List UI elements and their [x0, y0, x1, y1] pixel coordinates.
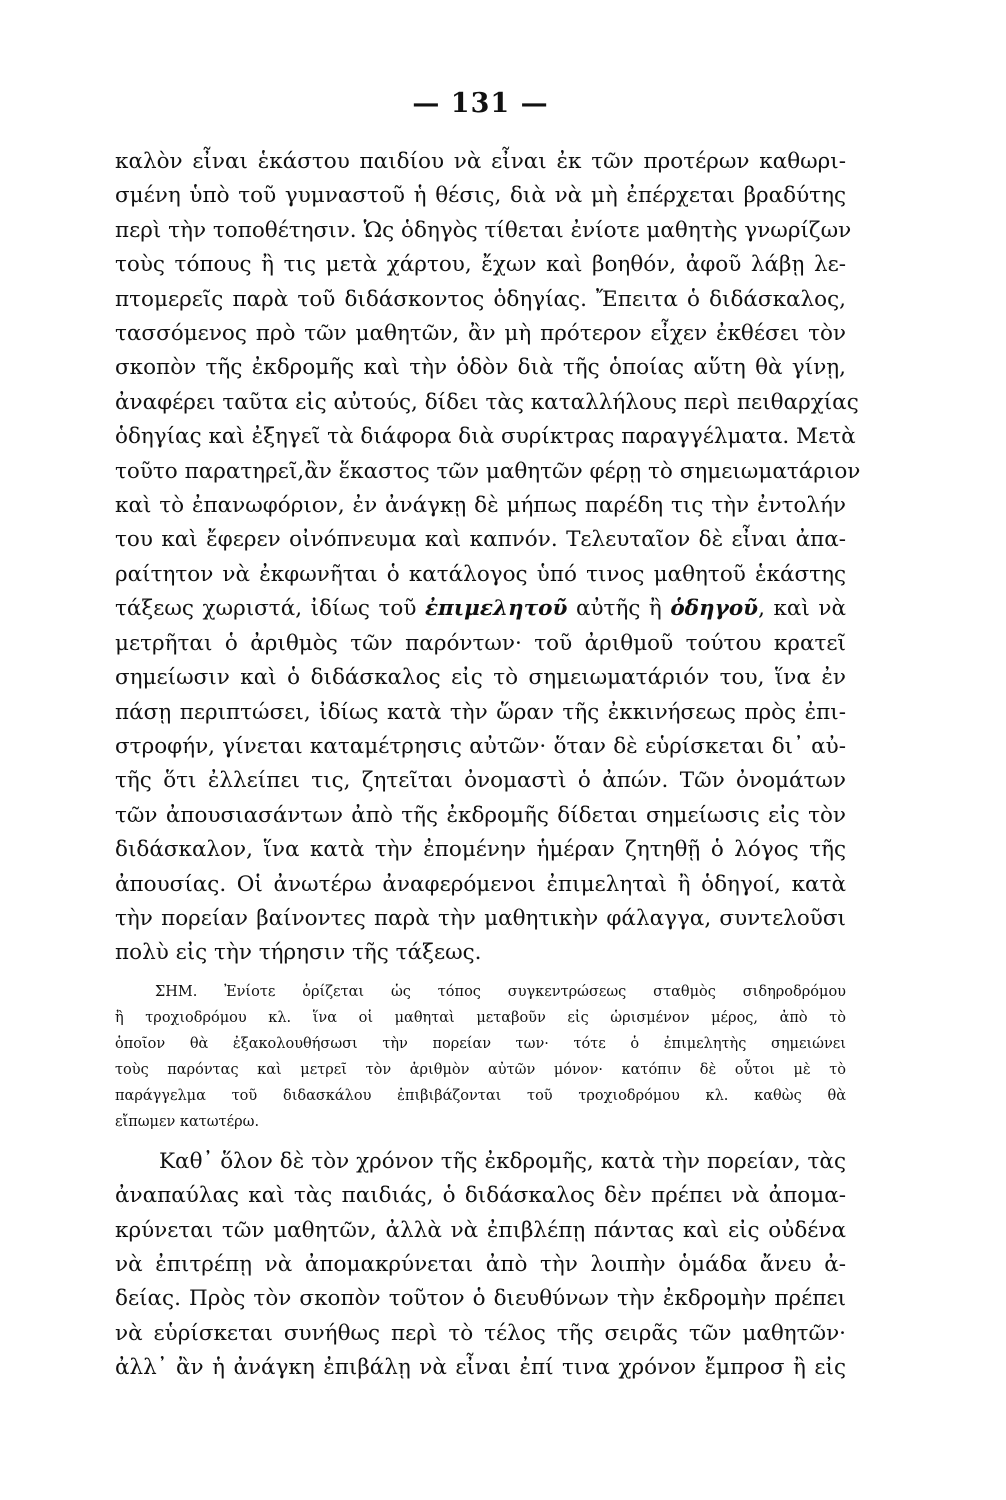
text-line: του καὶ ἔφερεν οἰνόπνευμα καὶ καπνόν. Τελευταῖον δὲ εἶναι ἀπα-	[115, 527, 846, 553]
text-line: τῆς ὅτι ἐλλείπει τις, ζητεῖται ὀνομαστὶ ὁ ἀπών. Τῶν ὀνομάτων	[115, 768, 846, 794]
text-line: τοῦτο παρατηρεῖ,ἂν ἕκαστος τῶν μαθητῶν φέρῃ τὸ σημειωματάριον	[115, 458, 861, 484]
text-line: Καθ᾽ ὅλον δὲ τὸν χρόνον τῆς ἐκδρομῆς, κατὰ τὴν πορείαν, τὰς	[159, 1148, 846, 1174]
text-line: πάσῃ περιπτώσει, ἰδίως κατὰ τὴν ὥραν τῆς ἐκκινήσεως πρὸς ἐπι-	[115, 699, 846, 725]
text-line: σκοπὸν τῆς ἐκδρομῆς καὶ τὴν ὁδὸν διὰ τῆς ὁποίας αὕτη θὰ γίνῃ,	[115, 355, 846, 381]
text-line: μετρῆται ὁ ἀριθμὸς τῶν παρόντων· τοῦ ἀριθμοῦ τούτου κρατεῖ	[115, 630, 846, 656]
text-line: νὰ εὑρίσκεται συνήθως περὶ τὸ τέλος τῆς σειρᾶς τῶν μαθητῶν·	[115, 1320, 846, 1346]
line-segment: τάξεως χωριστά, ἰδίως τοῦ	[115, 596, 425, 622]
text-line: κρύνεται τῶν μαθητῶν, ἀλλὰ νὰ ἐπιβλέπῃ πάντας καὶ εἰς οὐδένα	[115, 1217, 846, 1243]
note-line: ἢ τροχιοδρόμου κλ. ἵνα οἱ μαθηταὶ μεταβοῦν εἰς ὡρισμένον μέρος, ἀπὸ τὸ	[115, 1009, 846, 1026]
note-line: τοὺς παρόντας καὶ μετρεῖ τὸν ἀριθμὸν αὐτῶν μόνον· κατόπιν δὲ οὗτοι μὲ τὸ	[115, 1061, 846, 1078]
text-line: ἀπουσίας. Οἱ ἀνωτέρω ἀναφερόμενοι ἐπιμεληταὶ ἢ ὁδηγοί, κατὰ	[115, 871, 846, 897]
text-line: περὶ τὴν τοποθέτησιν. Ὡς ὁδηγὸς τίθεται ἐνίοτε μαθητὴς γνωρίζων	[115, 217, 852, 243]
text-line: τῶν ἀπουσιασάντων ἀπὸ τῆς ἐκδρομῆς δίδεται σημείωσις εἰς τὸν	[115, 802, 846, 828]
text-line: ραίτητον νὰ ἐκφωνῆται ὁ κατάλογος ὑπό τινος μαθητοῦ ἑκάστης	[115, 561, 846, 587]
text-line: στροφήν, γίνεται καταμέτρησις αὐτῶν· ὅταν δὲ εὑρίσκεται δι᾽ αὐ-	[115, 733, 846, 759]
text-line: καλὸν εἶναι ἑκάστου παιδίου νὰ εἶναι ἐκ τῶν προτέρων καθωρι-	[115, 149, 846, 174]
text-line: πτομερεῖς παρὰ τοῦ διδάσκοντος ὁδηγίας. Ἔπειτα ὁ διδάσκαλος,	[115, 286, 846, 312]
emphasis-term: ὁδηγοῦ	[670, 596, 759, 622]
note-line: ΣΗΜ. Ἐνίοτε ὁρίζεται ὡς τόπος συγκεντρώσεως σταθμὸς σιδηροδρόμου	[155, 983, 846, 1000]
text-line: σημείωσιν καὶ ὁ διδάσκαλος εἰς τὸ σημειωματάριόν του, ἵνα ἐν	[115, 665, 846, 691]
note-line: ὁποῖον θὰ ἐξακολουθήσωσι τὴν πορείαν των· τότε ὁ ἐπιμελητὴς σημειώνει	[115, 1035, 846, 1052]
line-segment: αὐτῆς ἢ	[567, 596, 671, 622]
paragraph-2	[115, 1145, 846, 1386]
note-line: εἴπωμεν κατωτέρω.	[115, 1113, 260, 1130]
text-line: καὶ τὸ ἐπανωφόριον, ἐν ἀνάγκῃ δὲ μήπως παρέδη τις τὴν ἐντολήν	[115, 493, 846, 519]
text-line: σμένη ὑπὸ τοῦ γυμναστοῦ ἡ θέσις, διὰ νὰ μὴ ἐπέρχεται βραδύτης	[115, 183, 846, 209]
text-line: διδάσκαλον, ἵνα κατὰ τὴν ἐπομένην ἡμέραν ζητηθῇ ὁ λόγος τῆς	[115, 837, 846, 863]
text-line	[115, 592, 846, 626]
line-segment: , καὶ νὰ	[758, 596, 846, 622]
emphasis-term: ἐπιμελητοῦ	[424, 596, 568, 622]
text-line: νὰ ἐπιτρέπῃ νὰ ἀπομακρύνεται ἀπὸ τὴν λοιπὴν ὁμάδα ἄνευ ἀ-	[115, 1251, 846, 1277]
text-line: ὁδηγίας καὶ ἐξηγεῖ τὰ διάφορα διὰ συρίκτρας παραγγέλματα. Μετὰ	[115, 424, 856, 450]
page-number: — 131 —	[412, 88, 549, 119]
text-line: τοὺς τόπους ἢ τις μετὰ χάρτου, ἔχων καὶ βοηθόν, ἀφοῦ λάβῃ λε-	[115, 252, 846, 278]
text-line: δείας. Πρὸς τὸν σκοπὸν τοῦτον ὁ διευθύνων τὴν ἐκδρομὴν πρέπει	[115, 1286, 846, 1312]
text-line: ἀναφέρει ταῦτα εἰς αὐτούς, δίδει τὰς καταλλήλους περὶ πειθαρχίας	[115, 389, 859, 415]
note-line: παράγγελμα τοῦ διδασκάλου ἐπιβιβάζονται τοῦ τροχιοδρόμου κλ. καθὼς θὰ	[115, 1087, 846, 1104]
text-line: τὴν πορείαν βαίνοντες παρὰ τὴν μαθητικὴν φάλαγγα, συντελοῦσι	[115, 905, 846, 931]
text-line: πολὺ εἰς τὴν τήρησιν τῆς τάξεως.	[115, 940, 482, 966]
footnote	[115, 979, 846, 1135]
text-line: ἀλλ᾽ ἂν ἡ ἀνάγκη ἐπιβάλῃ νὰ εἶναι ἐπί τινα χρόνον ἔμπροσ ἢ εἰς	[115, 1355, 846, 1381]
text-line: ἀναπαύλας καὶ τὰς παιδιάς, ὁ διδάσκαλος δὲν πρέπει νὰ ἀπομα-	[115, 1183, 846, 1209]
text-line: τασσόμενος πρὸ τῶν μαθητῶν, ἂν μὴ πρότερον εἶχεν ἐκθέσει τὸν	[115, 321, 846, 347]
paragraph-1	[115, 145, 861, 971]
